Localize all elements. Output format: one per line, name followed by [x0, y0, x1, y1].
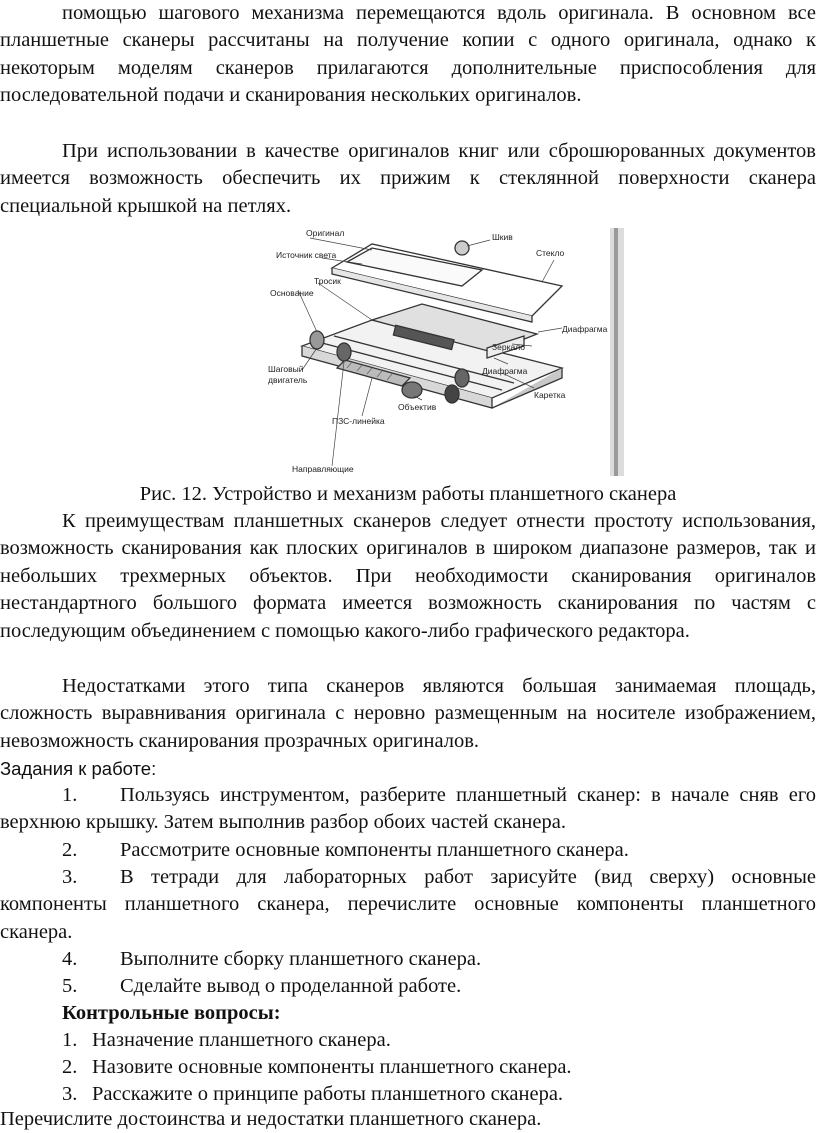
task-text: В тетради для лабораторных работ зарисуйте (вид сверху) основные компоненты планшетного сканера, перечислите основные компоненты планшетного сканера.	[0, 866, 816, 943]
label-guides: Направляющие	[292, 464, 354, 474]
task-text: Сделайте вывод о проделанной работе.	[120, 975, 462, 997]
label-glass: Стекло	[536, 248, 565, 258]
label-mirror: Зеркало	[492, 342, 526, 352]
question-number: 2.	[62, 1056, 78, 1078]
label-pulley: Шкив	[492, 232, 513, 242]
question-item-3	[0, 1081, 816, 1108]
paragraph-disadvantages: Недостатками этого типа сканеров являются большая занимаемая площадь, сложность выравнивания оригинала с неровно размещенным на носителе изображением, невозможность сканирования прозрачных оригиналов.	[0, 675, 816, 752]
figure-caption: Рис. 12. Устройство и механизм работы планшетного сканера	[139, 483, 677, 505]
paragraph-advantages: К преимуществам планшетных сканеров следует отнести простоту использования, возможность сканирования как плоских оригиналов в широком диапазоне размеров, так и небольших трехмерных объектов. При необходимости сканирования оригиналов нестандартного большого формата имеется возможность сканирования по частям с последующим объединением с помощью какого-либо графического редактора.	[0, 510, 816, 642]
task-number: 3.	[62, 866, 78, 888]
label-light-source: Источник света	[276, 250, 337, 260]
label-diaphragm-2: Диафрагма	[482, 366, 528, 376]
question-text: Назовите основные компоненты планшетного сканера.	[92, 1056, 572, 1078]
label-lens: Объектив	[398, 402, 437, 412]
label-carriage: Каретка	[534, 390, 566, 400]
paragraph-intro-text: помощью шагового механизма перемещаются вдоль оригинала. В основном все планшетные сканеры рассчитаны на получение копии с одного оригинала, однако к некоторым моделям сканеров прилагаются дополнительные приспособления для последовательной подачи и сканирования нескольких оригиналов.	[0, 2, 816, 107]
question-number: 1.	[62, 1029, 78, 1051]
task-item-4	[0, 946, 816, 973]
task-item-2	[0, 837, 816, 864]
question-item-2	[0, 1054, 816, 1081]
paragraph-books: При использовании в качестве оригиналов книг или сброшюрованных документов имеется возможность обеспечить их прижим к стеклянной поверхности сканера специальной крышкой на петлях.	[0, 140, 816, 217]
label-cable: Тросик	[314, 276, 341, 286]
task-text: Выполните сборку планшетного сканера.	[120, 948, 482, 970]
label-stepper: Шаговый	[268, 364, 304, 374]
question-item-1	[0, 1027, 816, 1054]
question-text: Расскажите о принципе работы планшетного сканера.	[92, 1083, 564, 1105]
question-text: Назначение планшетного сканера.	[92, 1029, 391, 1051]
tasks-heading: Задания к работе:	[0, 758, 157, 779]
motor-roller	[310, 331, 324, 349]
task-item-5	[0, 973, 816, 1000]
paragraph-intro	[0, 0, 816, 110]
question-final: Перечислите достоинства и недостатки планшетного сканера.	[0, 1108, 542, 1130]
scanner-diagram	[262, 228, 624, 476]
task-number: 4.	[62, 948, 78, 970]
questions-heading: Контрольные вопросы:	[62, 1002, 281, 1024]
label-stepper-2: двигатель	[268, 375, 308, 385]
task-item-1	[0, 782, 816, 837]
task-item-3	[0, 864, 816, 946]
label-base: Основание	[270, 288, 314, 298]
question-number: 3.	[62, 1083, 78, 1105]
task-text: Пользуясь инструментом, разберите планшетный сканер: в начале сняв его верхнюю крышку. Затем выполнив разбор обоих частей сканера.	[0, 784, 816, 834]
lens	[402, 382, 422, 398]
label-diaphragm-1: Диафрагма	[562, 324, 608, 334]
task-number: 5.	[62, 975, 78, 997]
task-number: 1.	[62, 784, 78, 806]
task-text: Рассмотрите основные компоненты планшетного сканера.	[120, 839, 629, 861]
label-original: Оригинал	[306, 228, 345, 238]
pulley	[455, 241, 469, 255]
task-number: 2.	[62, 839, 78, 861]
label-ccd: ПЗС-линейка	[332, 416, 385, 426]
